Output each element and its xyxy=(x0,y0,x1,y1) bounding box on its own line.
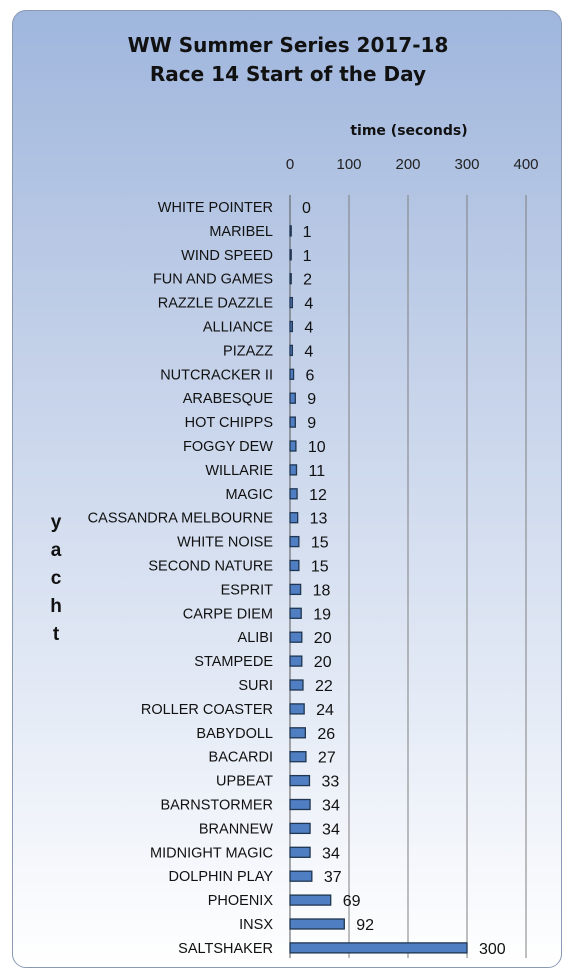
bar-27 xyxy=(290,823,310,833)
value-label-13: 12 xyxy=(309,486,327,504)
value-label-31: 92 xyxy=(356,917,375,934)
category-label-18: CARPE DIEM xyxy=(182,606,273,623)
x-tick-label-300: 300 xyxy=(454,156,480,173)
bar-16 xyxy=(290,561,299,571)
x-tick-label-0: 0 xyxy=(285,156,295,173)
category-label-20: STAMPEDE xyxy=(194,654,273,671)
bar-25 xyxy=(290,776,309,786)
value-label-4: 2 xyxy=(303,271,313,289)
bar-5 xyxy=(290,298,292,308)
bar-9 xyxy=(290,393,295,403)
bar-18 xyxy=(290,608,301,618)
category-label-13: MAGIC xyxy=(225,486,273,503)
bar-32 xyxy=(290,943,467,953)
category-label-25: UPBEAT xyxy=(216,773,273,790)
x-tick-label-200: 200 xyxy=(395,156,421,173)
value-label-12: 11 xyxy=(308,462,326,480)
bar-26 xyxy=(290,800,310,810)
bar-21 xyxy=(290,680,303,690)
bar-31 xyxy=(290,919,344,929)
category-label-6: ALLIANCE xyxy=(202,319,273,336)
value-label-9: 9 xyxy=(307,391,317,409)
bar-8 xyxy=(290,369,294,379)
y-axis-title-letter-3: c xyxy=(50,568,62,589)
y-axis-title-letter-4: h xyxy=(50,596,62,617)
value-label-22: 24 xyxy=(316,701,334,719)
bar-11 xyxy=(290,441,296,451)
bar-6 xyxy=(290,322,292,332)
bar-22 xyxy=(290,704,304,714)
category-label-8: NUTCRACKER II xyxy=(160,367,273,384)
category-label-28: MIDNIGHT MAGIC xyxy=(150,845,273,862)
category-label-31: INSX xyxy=(239,917,273,933)
bar-12 xyxy=(290,465,296,475)
value-label-14: 13 xyxy=(309,510,328,528)
category-label-10: HOT CHIPPS xyxy=(184,415,273,432)
x-axis-title: time (seconds) xyxy=(350,123,468,139)
bar-13 xyxy=(290,489,297,499)
bar-2 xyxy=(290,226,291,236)
category-label-1: WHITE POINTER xyxy=(157,200,273,216)
bar-10 xyxy=(290,417,295,427)
bar-20 xyxy=(290,656,302,666)
category-label-4: FUN AND GAMES xyxy=(152,271,273,288)
bar-23 xyxy=(290,728,305,738)
chart-title-line-2: Race 14 Start of the Day xyxy=(149,62,427,86)
bar-28 xyxy=(290,847,310,857)
value-label-28: 34 xyxy=(322,845,340,863)
category-label-29: DOLPHIN PLAY xyxy=(168,869,273,886)
value-label-23: 26 xyxy=(317,725,336,743)
value-label-15: 15 xyxy=(310,534,329,552)
value-label-6: 4 xyxy=(304,319,314,337)
category-label-11: FOGGY DEW xyxy=(183,439,273,455)
value-label-5: 4 xyxy=(304,295,314,313)
y-axis-title-letter-1: y xyxy=(50,512,62,533)
value-label-2: 1 xyxy=(302,223,312,241)
category-label-14: CASSANDRA MELBOURNE xyxy=(87,510,273,527)
category-label-12: WILLARIE xyxy=(205,462,273,479)
category-label-27: BRANNEW xyxy=(198,821,273,838)
category-label-3: WIND SPEED xyxy=(181,247,273,264)
y-axis-title-letter-5: t xyxy=(52,624,60,645)
bar-29 xyxy=(290,871,312,881)
value-label-26: 34 xyxy=(322,797,340,815)
value-label-25: 33 xyxy=(321,773,340,791)
value-label-17: 18 xyxy=(312,582,331,600)
category-label-21: SURI xyxy=(238,678,273,694)
category-label-5: RAZZLE DAZZLE xyxy=(157,295,273,312)
chart-title-line-1: WW Summer Series 2017-18 xyxy=(127,33,449,57)
bar-3 xyxy=(290,250,291,260)
value-label-27: 34 xyxy=(322,821,340,839)
value-label-32: 300 xyxy=(479,940,506,958)
value-label-19: 20 xyxy=(313,630,332,648)
value-label-24: 27 xyxy=(317,749,336,767)
value-label-21: 22 xyxy=(314,678,333,695)
value-label-8: 6 xyxy=(305,367,315,385)
y-axis-title-letter-2: a xyxy=(50,540,62,561)
value-label-20: 20 xyxy=(313,654,332,672)
value-label-1: 0 xyxy=(302,200,311,217)
bar-4 xyxy=(290,274,291,284)
value-label-18: 19 xyxy=(313,606,332,624)
category-label-7: PIZAZZ xyxy=(223,343,273,360)
x-tick-label-100: 100 xyxy=(336,156,362,173)
category-label-32: SALTSHAKER xyxy=(178,940,273,957)
value-label-10: 9 xyxy=(307,415,317,433)
value-label-11: 10 xyxy=(307,439,326,456)
category-label-22: ROLLER COASTER xyxy=(140,701,273,718)
value-label-29: 37 xyxy=(323,869,342,887)
category-label-2: MARIBEL xyxy=(209,223,273,240)
bar-15 xyxy=(290,537,299,547)
bar-19 xyxy=(290,632,302,642)
value-label-16: 15 xyxy=(310,558,329,576)
bar-17 xyxy=(290,584,301,594)
bar-14 xyxy=(290,513,298,523)
category-label-30: PHOENIX xyxy=(207,893,273,910)
category-label-23: BABYDOLL xyxy=(196,725,273,742)
category-label-24: BACARDI xyxy=(208,749,273,766)
bar-7 xyxy=(290,345,292,355)
bar-30 xyxy=(290,895,331,905)
value-label-30: 69 xyxy=(342,893,361,911)
category-label-9: ARABESQUE xyxy=(182,391,273,408)
value-label-7: 4 xyxy=(304,343,314,361)
category-label-26: BARNSTORMER xyxy=(160,797,273,814)
category-label-17: ESPRIT xyxy=(220,582,273,599)
bar-24 xyxy=(290,752,306,762)
category-label-16: SECOND NATURE xyxy=(148,558,273,575)
value-label-3: 1 xyxy=(302,247,312,265)
category-label-15: WHITE NOISE xyxy=(177,534,273,551)
x-tick-label-400: 400 xyxy=(513,156,539,173)
category-label-19: ALIBI xyxy=(237,630,273,647)
